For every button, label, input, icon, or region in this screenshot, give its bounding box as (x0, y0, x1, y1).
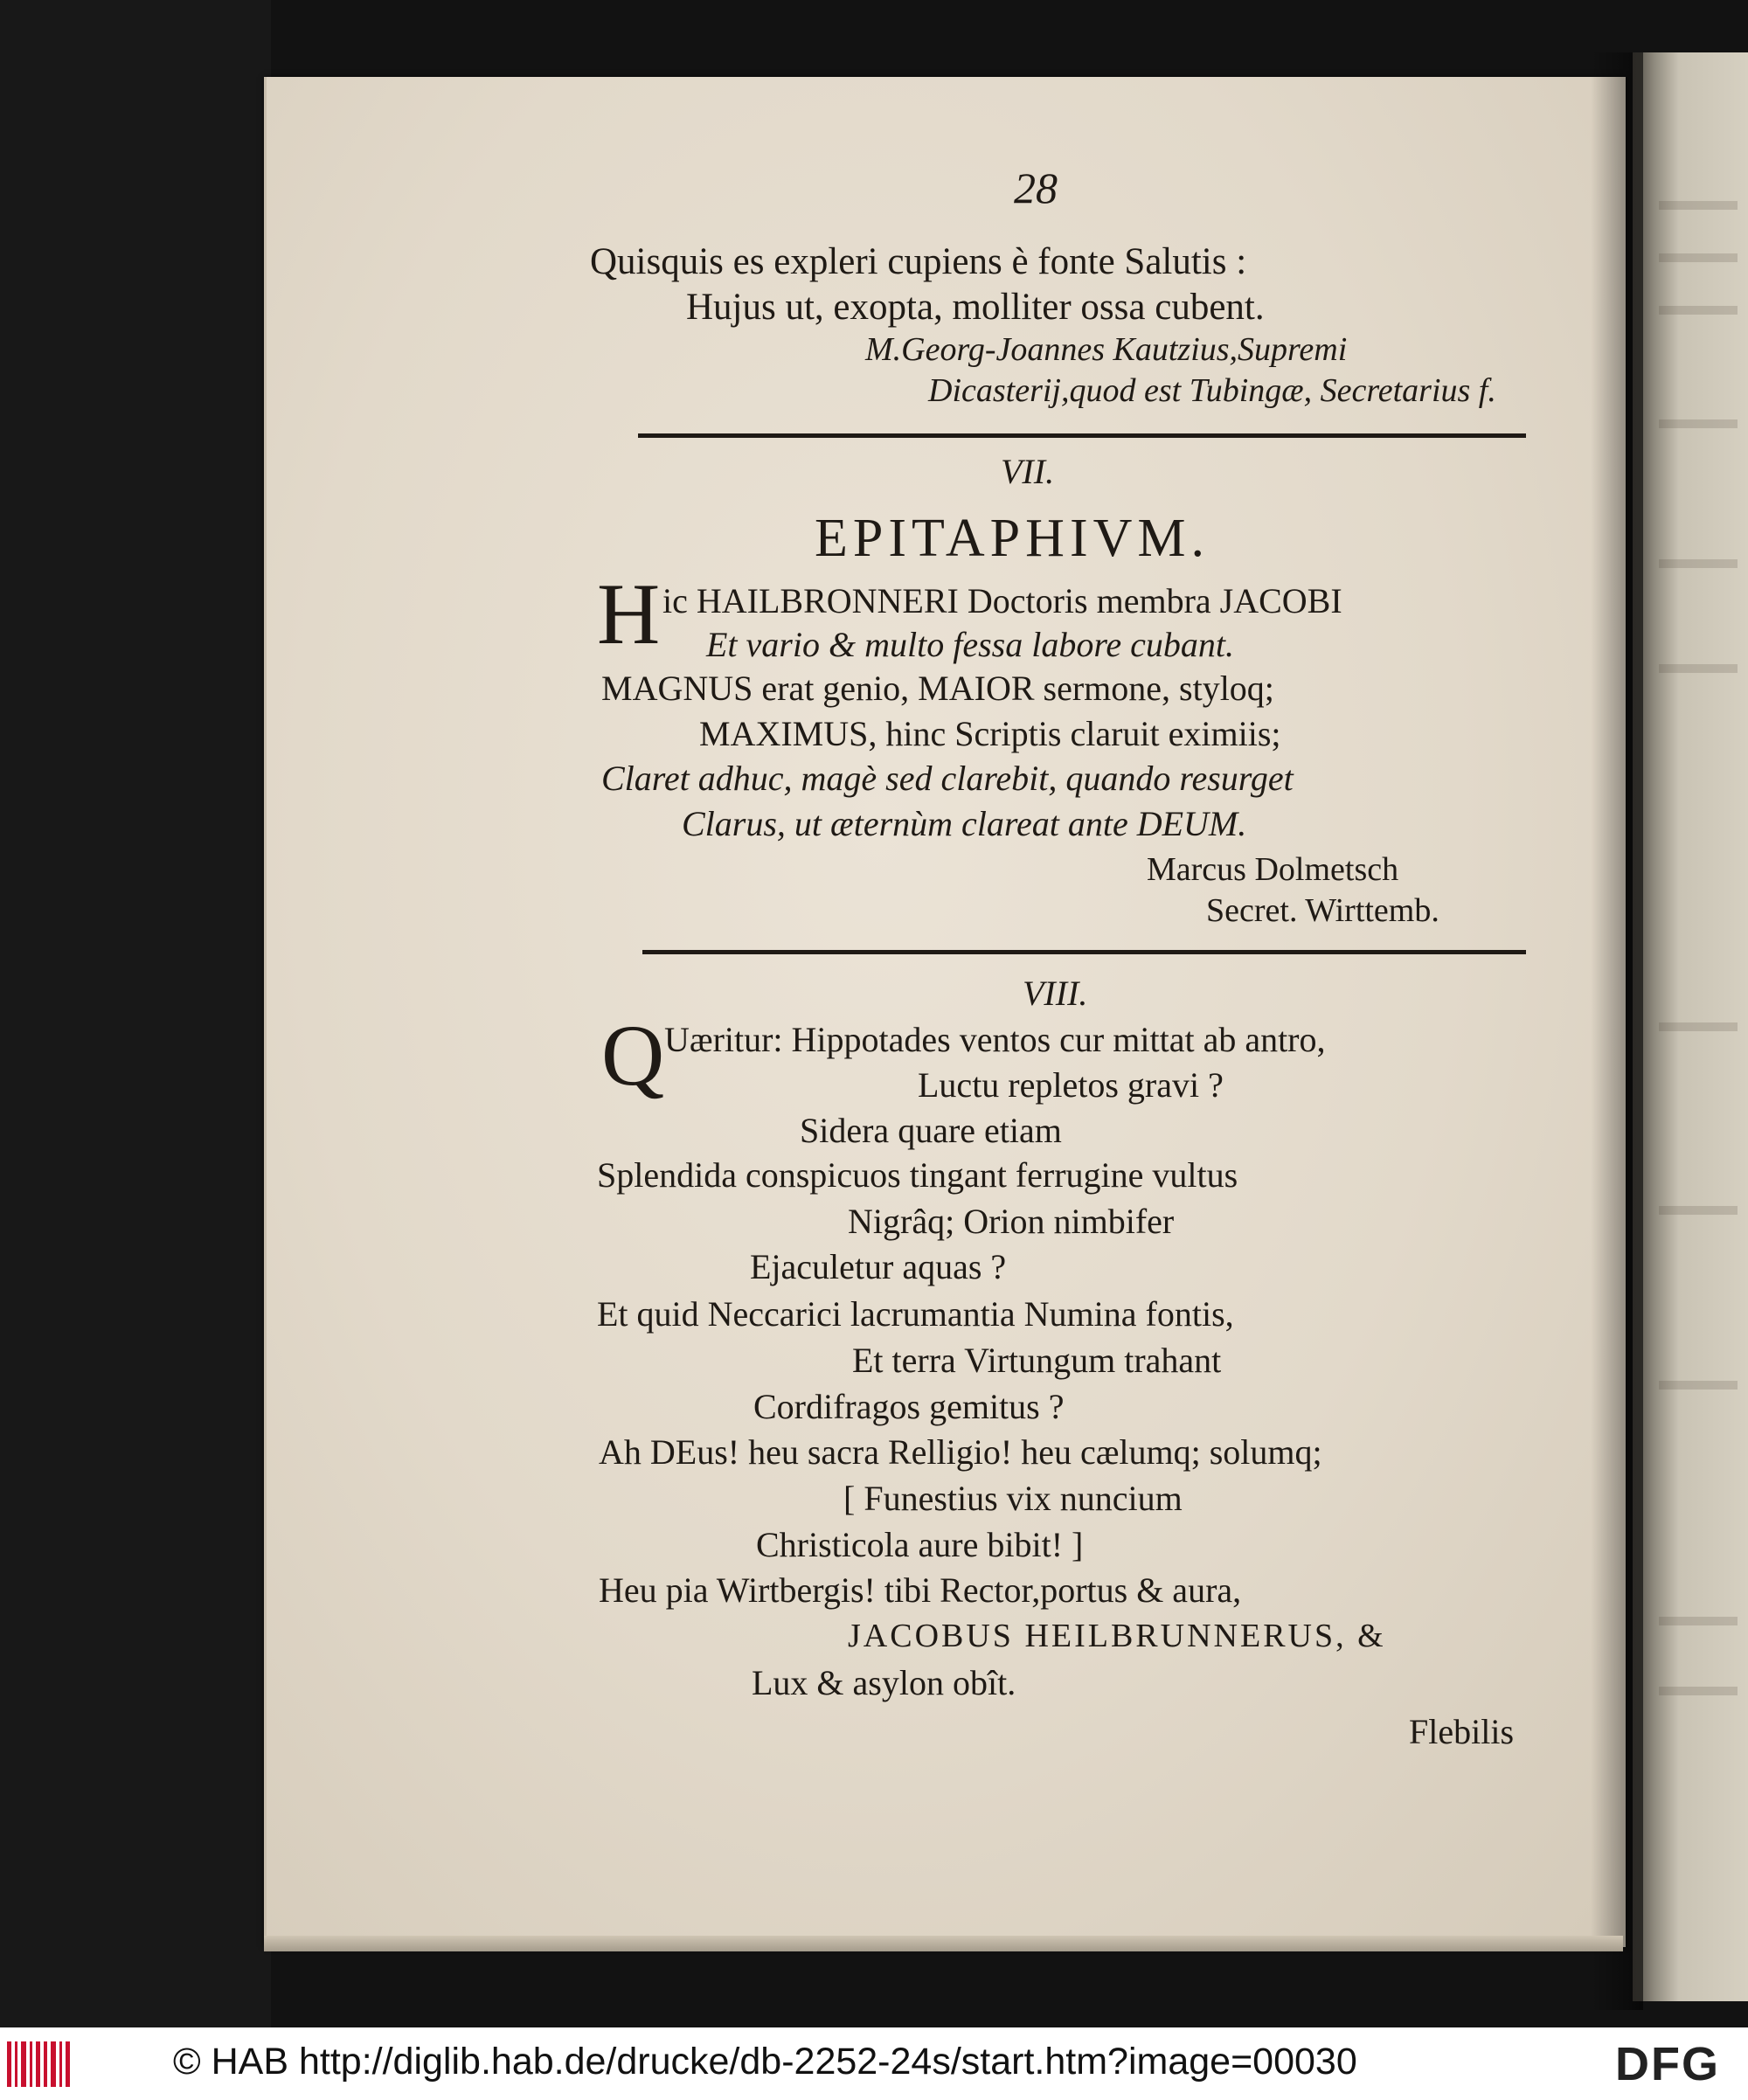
catchword: Flebilis (1409, 1712, 1515, 1751)
poem-line: Et vario & multo fessa labore cubant. (706, 625, 1235, 664)
drop-cap: Q (601, 1007, 665, 1104)
bleed-through-mark (1659, 1022, 1738, 1031)
poem-line: Lux & asylon obît. (752, 1663, 1016, 1702)
poem-line: MAXIMUS, hinc Scriptis claruit eximiis; (699, 714, 1281, 753)
author-line: Dicasterij,quod est Tubingæ, Secretarius f. (928, 372, 1496, 409)
page-number: 28 (1014, 163, 1058, 212)
bleed-through-mark (1659, 1687, 1738, 1695)
author-line: Marcus Dolmetsch (1147, 851, 1399, 888)
bleed-through-mark (1659, 664, 1738, 673)
poem-line: Uæritur: Hippotades ventos cur mittat ab antro, (664, 1020, 1326, 1059)
poem-line: Et terra Virtungum trahant (852, 1341, 1222, 1380)
poem-line: Quisquis es expleri cupiens è fonte Salutis : (590, 241, 1247, 282)
poem-line: Ah DEus! heu sacra Relligio! heu cælumq; solumq; (599, 1432, 1322, 1472)
copyright-url[interactable]: © HAB http://diglib.hab.de/drucke/db-2252-24s/start.htm?image=00030 (173, 2041, 1357, 2083)
poem-line: Cordifragos gemitus ? (753, 1387, 1065, 1426)
dfg-logo: DFG (1615, 2038, 1720, 2090)
poem-line: Clarus, ut æternùm clareat ante DEUM. (682, 804, 1247, 843)
section-rule (642, 950, 1526, 954)
section-heading: EPITAPHIVM. (815, 509, 1210, 568)
scan-background (0, 0, 271, 2027)
bleed-through-mark (1659, 419, 1738, 428)
bleed-through-mark (1659, 559, 1738, 568)
poem-line: ic HAILBRONNERI Doctoris membra JACOBI (662, 581, 1342, 620)
poem-line: Sidera quare etiam (800, 1111, 1062, 1150)
poem-line: Hujus ut, exopta, molliter ossa cubent. (686, 287, 1265, 328)
poem-line: Claret adhuc, magè sed clarebit, quando resurget (601, 759, 1294, 798)
page-bottom-edge (264, 1936, 1623, 1951)
footer-bar (0, 2027, 1748, 2100)
poem-line: JACOBUS HEILBRUNNERUS, & (848, 1618, 1386, 1654)
poem-line: Splendida conspicuos tingant ferrugine vultus (597, 1155, 1238, 1195)
section-numeral: VIII. (1023, 974, 1088, 1013)
poem-line: Et quid Neccarici lacrumantia Numina fontis, (597, 1294, 1234, 1334)
poem-line: Christicola aure bibit! ] (756, 1525, 1084, 1564)
author-line: M.Georg-Joannes Kautzius,Supremi (865, 331, 1348, 368)
bleed-through-mark (1659, 253, 1738, 262)
drop-cap: H (597, 565, 661, 662)
bleed-through-mark (1659, 1206, 1738, 1215)
poem-line: Nigrâq; Orion nimbifer (848, 1202, 1175, 1241)
section-rule (638, 433, 1526, 438)
poem-line: Ejaculetur aquas ? (750, 1247, 1007, 1286)
bleed-through-mark (1659, 1381, 1738, 1390)
gutter-shadow (1591, 52, 1643, 2010)
section-numeral: VII. (1001, 452, 1055, 491)
bleed-through-mark (1659, 201, 1738, 210)
poem-line: Luctu repletos gravi ? (918, 1065, 1224, 1105)
adjacent-page-edge (1633, 52, 1748, 2001)
author-line: Secret. Wirttemb. (1206, 892, 1439, 929)
poem-line: MAGNUS erat genio, MAIOR sermone, styloq; (601, 669, 1274, 708)
bleed-through-mark (1659, 306, 1738, 315)
poem-line: [ Funestius vix nuncium (843, 1479, 1183, 1518)
barcode-icon (7, 2041, 77, 2087)
bleed-through-mark (1659, 1617, 1738, 1625)
poem-line: Heu pia Wirtbergis! tibi Rector,portus & aura, (599, 1570, 1242, 1610)
